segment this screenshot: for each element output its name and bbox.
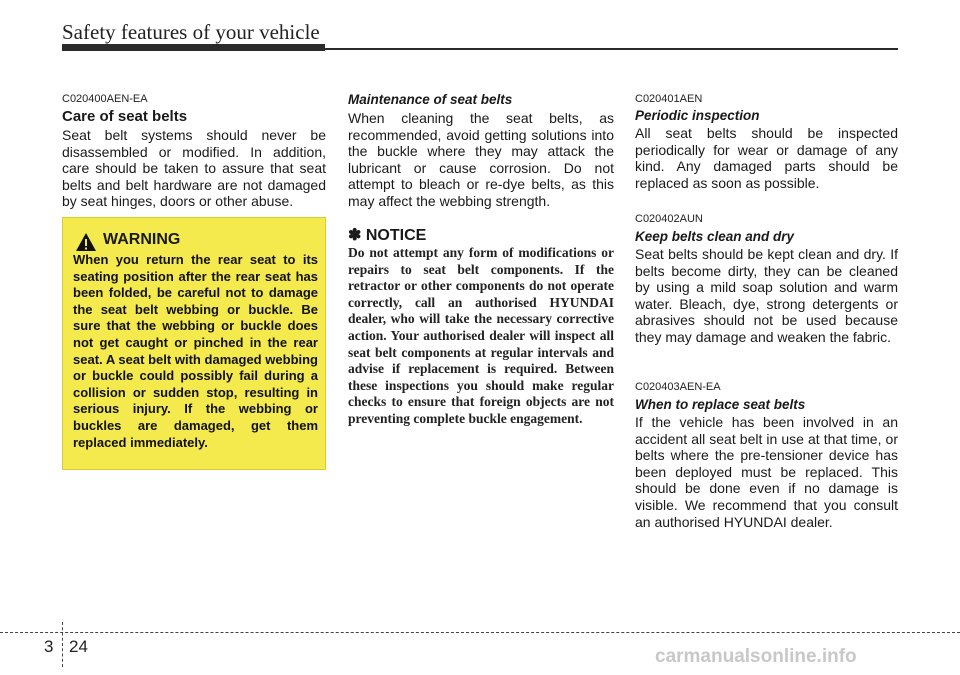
page-section-number: 3 [44,637,54,656]
page-number: 24 [69,637,88,656]
section-heading: When to replace seat belts [635,397,806,412]
header-rule [325,48,898,50]
page-header [0,0,960,55]
footer-divider [62,622,63,667]
watermark: carmanualsonline.info [655,646,857,667]
warning-triangle-icon [75,232,97,252]
notice-title: ✽ NOTICE [348,227,427,244]
section-heading: Keep belts clean and dry [635,229,795,244]
warning-box [62,217,326,470]
section-code: C020400AEN-EA [62,93,148,105]
section-heading: Periodic inspection [635,108,760,123]
section-body: All seat belts should be inspected periodically for wear or damage of any kind. Any damaged parts should be replaced as soon as possible. [635,125,898,191]
header-bar [62,44,325,51]
section-body: Seat belt systems should never be disassembled or modified. In addition, care should be taken to assure that seat belts and belt hardware are not damaged by seat hinges, doors or other abuse. [62,127,326,210]
section-heading: Maintenance of seat belts [348,92,513,107]
page-title: Safety features of your vehicle [62,20,320,44]
section-code: C020401AEN [635,93,703,105]
warning-title: WARNING [103,231,181,248]
footer-rule [0,632,960,633]
notice-text: Do not attempt any form of modifications or repairs to seat belt components. If the retractor or other components do not operate correctly, call an authorised HYUNDAI dealer, who will take the necessary corrective action. Your authorised dealer will inspect all seat belt components at regular intervals and advise if replacement is required. Between these inspections you should make regular checks to ensure that foreign objects are not preventing complete buckle engagement. [348,245,614,426]
section-body: When cleaning the seat belts, as recommended, avoid getting solutions into the buckle where they may attack the lubricant or cause corrosion. Do not attempt to bleach or re-dye belts, as this may affect the webbing strength. [348,110,614,209]
section-body: Seat belts should be kept clean and dry. If belts become dirty, they can be cleaned by using a mild soap solution and warm water. Bleach, dye, strong detergents or abrasives should not be used because they may damage and weaken the fabric. [635,246,898,345]
section-body: If the vehicle has been involved in an accident all seat belt in use at that time, or belts where the pre-tensioner device has been deployed must be replaced. This should be done even if no damage is visible. We recommend that you consult an authorised HYUNDAI dealer. [635,414,898,530]
section-code: C020402AUN [635,213,703,225]
section-code: C020403AEN-EA [635,381,721,393]
section-heading: Care of seat belts [62,108,188,125]
warning-text: When you return the rear seat to its seating position after the rear seat has been folded, be careful not to damage the seat belt webbing or buckle. Be sure that the webbing or buckle does not get caught or pinched in the rear seat. A seat belt with damaged webbing or buckle could possibly fail during a collision or sudden stop, resulting in serious injury. If the webbing or buckles are damaged, get them replaced immediately. [73,252,318,450]
